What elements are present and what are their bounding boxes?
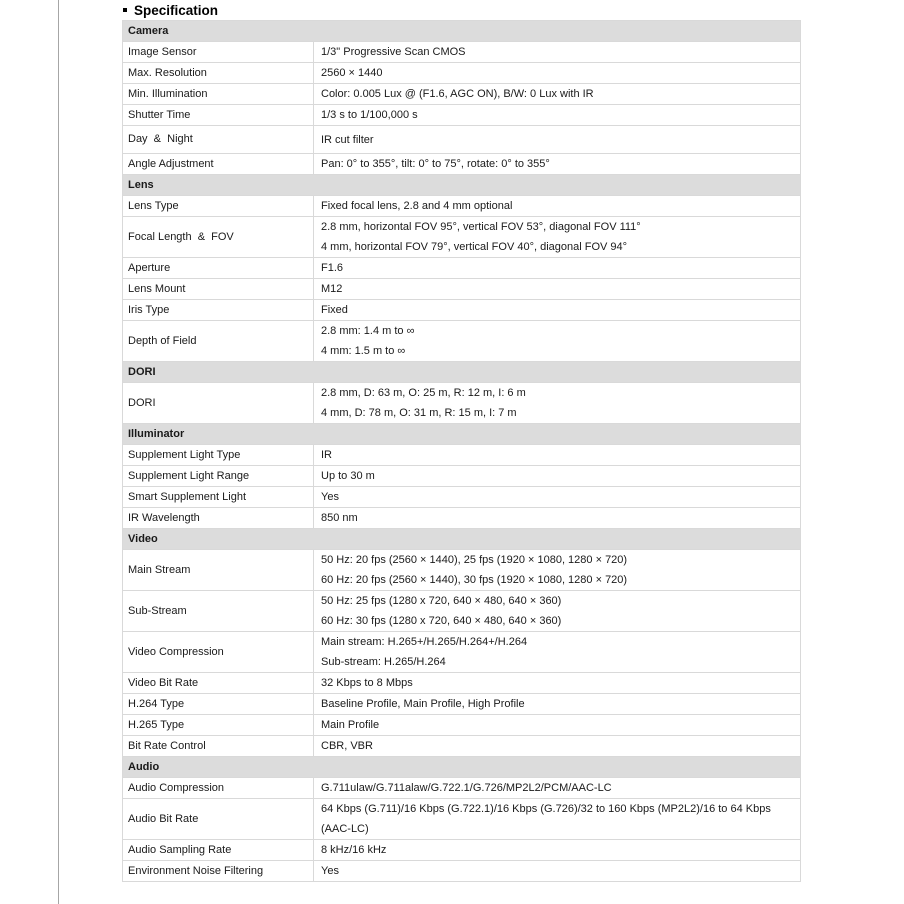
spec-value-line: 850 nm bbox=[321, 512, 358, 524]
spec-value-line: Yes bbox=[321, 491, 339, 503]
table-row bbox=[123, 258, 800, 279]
spec-label: IR Wavelength bbox=[123, 508, 314, 528]
spec-value-line: 4 mm: 1.5 m to ∞ bbox=[321, 345, 406, 357]
table-row bbox=[123, 861, 800, 882]
spec-label: Environment Noise Filtering bbox=[123, 861, 314, 881]
spec-label: Sub-Stream bbox=[123, 591, 314, 631]
spec-value-line: Main stream: H.265+/H.265/H.264+/H.264 bbox=[321, 636, 528, 648]
table-row bbox=[123, 126, 800, 154]
spec-value bbox=[314, 694, 800, 714]
spec-label: Supplement Light Type bbox=[123, 445, 314, 465]
spec-value bbox=[314, 300, 800, 320]
table-row bbox=[123, 42, 800, 63]
bullet-icon bbox=[123, 8, 127, 12]
spec-value-line: 60 Hz: 30 fps (1280 x 720, 640 × 480, 640 × 360) bbox=[321, 615, 562, 627]
spec-value-line: Main Profile bbox=[321, 719, 380, 731]
spec-label: Bit Rate Control bbox=[123, 736, 314, 756]
spec-value-line: 4 mm, horizontal FOV 79°, vertical FOV 40°, diagonal FOV 94° bbox=[321, 241, 628, 253]
spec-value bbox=[314, 487, 800, 507]
spec-value-line: IR bbox=[321, 449, 332, 461]
spec-value bbox=[314, 861, 800, 881]
spec-value bbox=[314, 840, 800, 860]
spec-label: Min. Illumination bbox=[123, 84, 314, 104]
spec-value bbox=[314, 42, 800, 62]
spec-value-line: 50 Hz: 25 fps (1280 x 720, 640 × 480, 640 × 360) bbox=[321, 595, 562, 607]
spec-label: H.264 Type bbox=[123, 694, 314, 714]
spec-label: Image Sensor bbox=[123, 42, 314, 62]
spec-label: Aperture bbox=[123, 258, 314, 278]
table-row bbox=[123, 279, 800, 300]
table-row bbox=[123, 550, 800, 591]
spec-label: Lens Mount bbox=[123, 279, 314, 299]
spec-value-line: 8 kHz/16 kHz bbox=[321, 844, 387, 856]
spec-value bbox=[314, 715, 800, 735]
spec-label: Depth of Field bbox=[123, 321, 314, 361]
table-row bbox=[123, 673, 800, 694]
spec-value bbox=[314, 445, 800, 465]
spec-label: Lens Type bbox=[123, 196, 314, 216]
table-row bbox=[123, 105, 800, 126]
spec-value-line: 50 Hz: 20 fps (2560 × 1440), 25 fps (1920 × 1080, 1280 × 720) bbox=[321, 554, 628, 566]
spec-value-line: Pan: 0° to 355°, tilt: 0° to 75°, rotate: 0° to 355° bbox=[321, 158, 550, 170]
spec-label: Video Compression bbox=[123, 632, 314, 672]
spec-value-line: Fixed focal lens, 2.8 and 4 mm optional bbox=[321, 200, 513, 212]
spec-value-line: CBR, VBR bbox=[321, 740, 373, 752]
section-header-lens: Lens bbox=[123, 175, 800, 196]
spec-value bbox=[314, 196, 800, 216]
spec-value bbox=[314, 466, 800, 486]
page-edge-rule bbox=[58, 0, 59, 904]
spec-value-line: M12 bbox=[321, 283, 343, 295]
spec-label: Day & Night bbox=[123, 126, 314, 153]
spec-value bbox=[314, 383, 800, 423]
spec-label: Shutter Time bbox=[123, 105, 314, 125]
table-row bbox=[123, 840, 800, 861]
spec-value bbox=[314, 632, 800, 672]
spec-value-line: 60 Hz: 20 fps (2560 × 1440), 30 fps (1920 × 1080, 1280 × 720) bbox=[321, 574, 628, 586]
content-area bbox=[122, 2, 801, 882]
table-row bbox=[123, 63, 800, 84]
table-row bbox=[123, 300, 800, 321]
spec-label: Video Bit Rate bbox=[123, 673, 314, 693]
table-row bbox=[123, 508, 800, 529]
spec-value-line: Baseline Profile, Main Profile, High Profile bbox=[321, 698, 525, 710]
spec-value-line: 1/3 s to 1/100,000 s bbox=[321, 109, 418, 121]
spec-label: Max. Resolution bbox=[123, 63, 314, 83]
table-row bbox=[123, 196, 800, 217]
spec-value bbox=[314, 591, 800, 631]
spec-value bbox=[314, 799, 800, 839]
spec-label: Angle Adjustment bbox=[123, 154, 314, 174]
spec-value bbox=[314, 154, 800, 174]
spec-value-line: IR cut filter bbox=[321, 133, 374, 146]
spec-value-line: Sub-stream: H.265/H.264 bbox=[321, 656, 446, 668]
spec-value bbox=[314, 736, 800, 756]
spec-label: Supplement Light Range bbox=[123, 466, 314, 486]
table-row bbox=[123, 694, 800, 715]
spec-label: Audio Compression bbox=[123, 778, 314, 798]
spec-value bbox=[314, 84, 800, 104]
spec-value-line: 1/3" Progressive Scan CMOS bbox=[321, 46, 466, 58]
spec-value-line: 2560 × 1440 bbox=[321, 67, 383, 79]
section-header-audio: Audio bbox=[123, 757, 800, 778]
spec-value-line: 4 mm, D: 78 m, O: 31 m, R: 15 m, I: 7 m bbox=[321, 407, 517, 419]
table-row bbox=[123, 591, 800, 632]
spec-label: DORI bbox=[123, 383, 314, 423]
spec-value bbox=[314, 550, 800, 590]
table-row bbox=[123, 383, 800, 424]
spec-value-line: 2.8 mm, horizontal FOV 95°, vertical FOV 53°, diagonal FOV 111° bbox=[321, 221, 641, 233]
spec-table bbox=[122, 20, 801, 882]
spec-value bbox=[314, 126, 800, 153]
spec-label: Main Stream bbox=[123, 550, 314, 590]
spec-value-line: Up to 30 m bbox=[321, 470, 375, 482]
spec-value-line: G.711ulaw/G.711alaw/G.722.1/G.726/MP2L2/PCM/AAC-LC bbox=[321, 782, 612, 794]
spec-value bbox=[314, 778, 800, 798]
table-row bbox=[123, 715, 800, 736]
spec-value-line: 32 Kbps to 8 Mbps bbox=[321, 677, 413, 689]
spec-label: Focal Length & FOV bbox=[123, 217, 314, 257]
table-row bbox=[123, 154, 800, 175]
table-row bbox=[123, 736, 800, 757]
spec-label: Smart Supplement Light bbox=[123, 487, 314, 507]
spec-value bbox=[314, 673, 800, 693]
section-header-video: Video bbox=[123, 529, 800, 550]
spec-value bbox=[314, 258, 800, 278]
spec-label: H.265 Type bbox=[123, 715, 314, 735]
spec-label: Audio Bit Rate bbox=[123, 799, 314, 839]
spec-value bbox=[314, 63, 800, 83]
section-header-camera: Camera bbox=[123, 21, 800, 42]
page-title bbox=[123, 2, 801, 18]
spec-label: Audio Sampling Rate bbox=[123, 840, 314, 860]
spec-value-line: 2.8 mm, D: 63 m, O: 25 m, R: 12 m, I: 6 m bbox=[321, 387, 526, 399]
spec-value-line: Color: 0.005 Lux @ (F1.6, AGC ON), B/W: 0 Lux with IR bbox=[321, 88, 594, 100]
table-row bbox=[123, 778, 800, 799]
table-row bbox=[123, 799, 800, 840]
section-header-illuminator: Illuminator bbox=[123, 424, 800, 445]
spec-label: Iris Type bbox=[123, 300, 314, 320]
spec-value-line: Yes bbox=[321, 865, 339, 877]
table-row bbox=[123, 321, 800, 362]
page-title-text: Specification bbox=[134, 2, 219, 18]
spec-value bbox=[314, 321, 800, 361]
table-row bbox=[123, 487, 800, 508]
table-row bbox=[123, 632, 800, 673]
spec-value bbox=[314, 279, 800, 299]
spec-value-line: Fixed bbox=[321, 304, 348, 316]
spec-value-line: 2.8 mm: 1.4 m to ∞ bbox=[321, 325, 415, 337]
table-row bbox=[123, 466, 800, 487]
section-header-dori: DORI bbox=[123, 362, 800, 383]
spec-value-line: 64 Kbps (G.711)/16 Kbps (G.722.1)/16 Kbps (G.726)/32 to 160 Kbps (MP2L2)/16 to 64 Kbps (AAC-LC) bbox=[321, 803, 771, 835]
spec-value bbox=[314, 217, 800, 257]
spec-value bbox=[314, 508, 800, 528]
table-row bbox=[123, 84, 800, 105]
table-row bbox=[123, 445, 800, 466]
spec-value-line: F1.6 bbox=[321, 262, 344, 274]
spec-value bbox=[314, 105, 800, 125]
table-row bbox=[123, 217, 800, 258]
